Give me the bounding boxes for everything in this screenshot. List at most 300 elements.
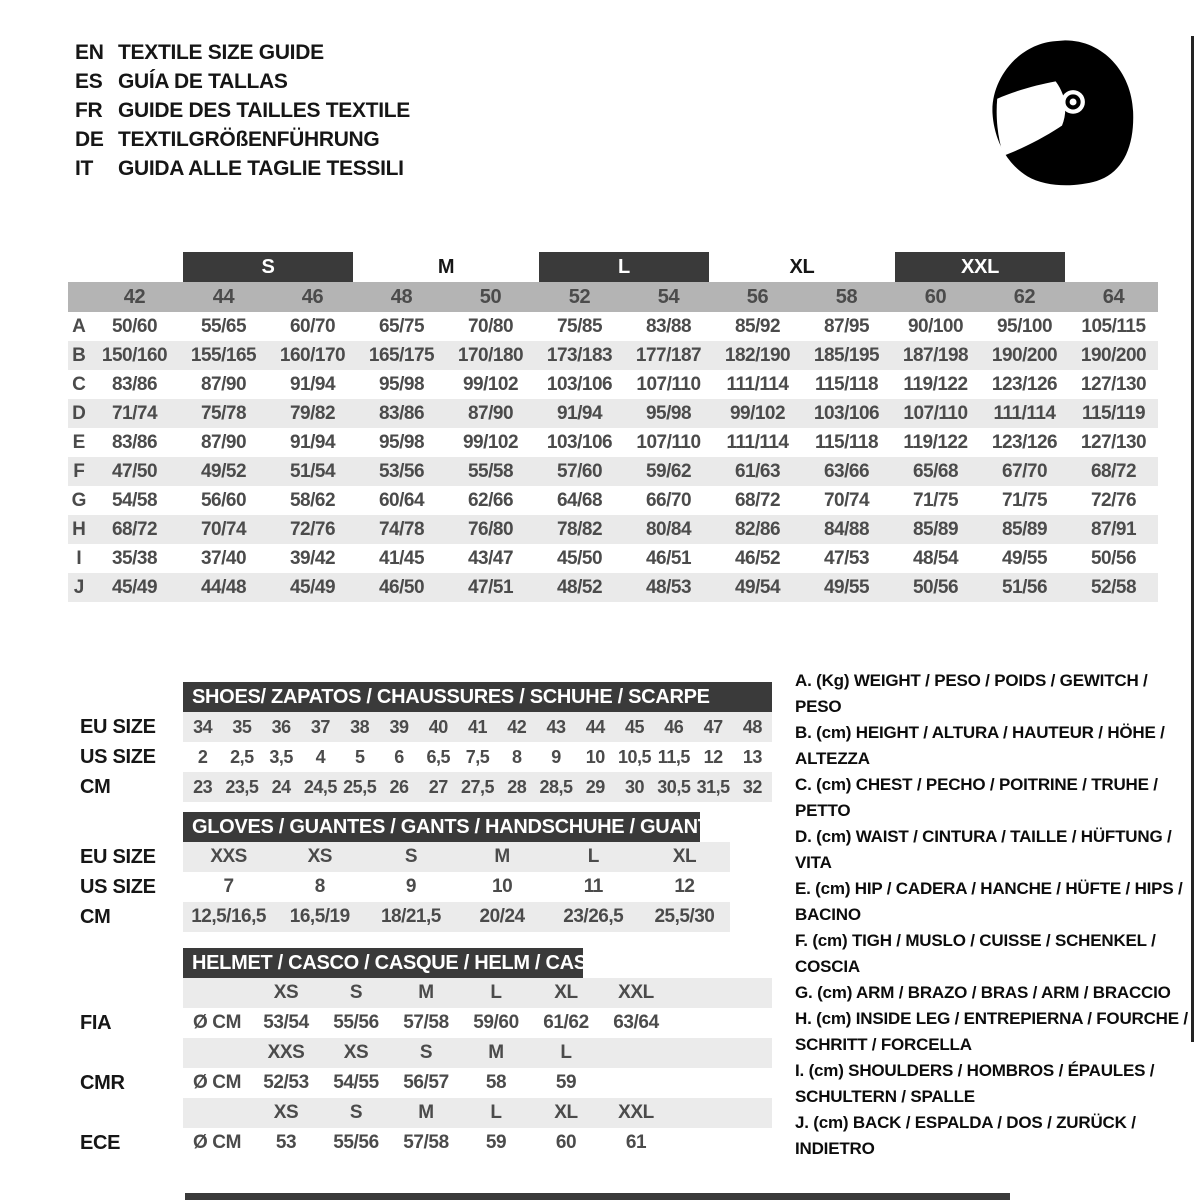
shoes-cell: 2,5 — [230, 746, 254, 767]
size-cell: 115/118 — [814, 373, 879, 395]
language-list — [75, 38, 410, 183]
language-row — [75, 125, 410, 154]
helmet-size-cell: M — [418, 1102, 434, 1123]
table-row — [68, 428, 1158, 457]
helmet-size-cell: S — [419, 1042, 433, 1063]
shoes-row — [80, 772, 772, 802]
gloves-cell: L — [587, 846, 599, 867]
shoes-cell: 34 — [193, 716, 213, 737]
band-row-spacer — [68, 252, 179, 282]
table-row — [68, 370, 1158, 399]
language-row — [75, 38, 410, 67]
size-cell: 107/110 — [636, 431, 701, 453]
size-cell: 70/74 — [200, 518, 247, 540]
shoes-cell: 8 — [512, 746, 522, 767]
size-cell: 78/82 — [556, 518, 603, 540]
size-cell: 87/90 — [467, 402, 514, 424]
size-cell: 71/75 — [1001, 489, 1048, 511]
numeric-size-cell: 64 — [1102, 285, 1125, 308]
size-cell: 60/70 — [289, 315, 336, 337]
helmet-sizes-row — [80, 978, 772, 1008]
size-cell: 75/85 — [556, 315, 603, 337]
numeric-size-cell: 48 — [390, 285, 413, 308]
shoes-cell: 5 — [354, 746, 365, 767]
size-cell: 85/92 — [734, 315, 781, 337]
size-cell: 79/82 — [289, 402, 336, 424]
size-cell: 127/130 — [1080, 431, 1147, 453]
size-cell: 50/56 — [912, 576, 959, 598]
size-cell: 56/60 — [200, 489, 247, 511]
size-cell: 83/86 — [111, 431, 158, 453]
shoes-cell: 12 — [703, 746, 723, 767]
size-cell: 64/68 — [556, 489, 603, 511]
size-cell: 45/50 — [556, 547, 603, 569]
corner-spacer — [68, 282, 90, 312]
size-cell: 46/51 — [645, 547, 692, 569]
helmet-value-cell: 57/58 — [403, 1132, 449, 1153]
legend-item: I. (cm) SHOULDERS / HOMBROS / ÉPAULES / SCHULTERN / SPALLE — [795, 1061, 1155, 1106]
helmet-standard-group — [80, 1098, 772, 1158]
size-cell: 49/55 — [1001, 547, 1048, 569]
legend-item: D. (cm) WAIST / CINTURA / TAILLE / HÜFTUNG / VITA — [795, 827, 1172, 872]
helmet-size-cell: XL — [554, 1102, 578, 1123]
numeric-size-cell: 54 — [657, 285, 680, 308]
size-cell: 83/86 — [111, 373, 158, 395]
size-cell: 170/180 — [457, 344, 524, 366]
size-band — [895, 252, 1065, 282]
gloves-cell: 12,5/16,5 — [191, 906, 266, 927]
legend-item: H. (cm) INSIDE LEG / ENTREPIERNA / FOURCHE / SCHRITT / FORCELLA — [795, 1009, 1188, 1054]
right-border-line — [1191, 36, 1194, 1042]
size-cell: 39/42 — [289, 547, 336, 569]
size-cell: 111/114 — [993, 402, 1056, 424]
helmet-standard-label: CMR — [80, 1071, 125, 1094]
shoes-cell: 37 — [310, 716, 330, 737]
size-cell: 68/72 — [734, 489, 781, 511]
helmet-size-cell: XL — [554, 982, 578, 1003]
shoes-cell: 24,5 — [303, 776, 337, 797]
language-title: TEXTILGRÖßENFÜHRUNG — [118, 127, 380, 151]
size-cell: 41/45 — [378, 547, 425, 569]
size-cell: 82/86 — [734, 518, 781, 540]
gloves-cell: XXS — [210, 846, 247, 867]
size-cell: 47/53 — [823, 547, 870, 569]
shoes-cell: 38 — [350, 716, 370, 737]
language-code: FR — [75, 98, 103, 122]
helmet-size-cell: L — [490, 1102, 502, 1123]
size-cell: 65/75 — [378, 315, 425, 337]
shoes-cell: 9 — [551, 746, 561, 767]
helmet-values-grid — [183, 1068, 772, 1098]
size-cell: 99/102 — [462, 373, 519, 395]
size-cell: 72/76 — [1090, 489, 1137, 511]
helmet-value-cell: 54/55 — [333, 1072, 379, 1093]
size-cell: 103/106 — [546, 431, 613, 453]
gloves-cell: 20/24 — [479, 906, 525, 927]
size-band — [539, 252, 709, 282]
gloves-cell: 11 — [583, 876, 603, 897]
size-cell: 49/54 — [734, 576, 781, 598]
language-row — [75, 67, 410, 96]
helmet-values-grid — [183, 1008, 772, 1038]
size-cell: 87/90 — [200, 373, 247, 395]
size-cell: 107/110 — [636, 373, 701, 395]
shoes-cell: 35 — [232, 716, 252, 737]
size-cell: 91/94 — [556, 402, 603, 424]
gloves-section — [80, 812, 730, 932]
diameter-spacer — [183, 1098, 251, 1128]
shoes-section — [80, 682, 772, 802]
shoes-cell: 27,5 — [460, 776, 495, 797]
diameter-label-cell: Ø CM — [192, 1072, 241, 1093]
size-cell: 67/70 — [1001, 460, 1048, 482]
size-band-label: XL — [789, 255, 815, 278]
size-band-label: M — [437, 255, 455, 278]
size-cell: 47/51 — [467, 576, 514, 598]
size-cell: 61/63 — [734, 460, 781, 482]
numeric-size-cell: 62 — [1013, 285, 1036, 308]
legend-item: B. (cm) HEIGHT / ALTURA / HAUTEUR / HÖHE / ALTEZZA — [795, 723, 1165, 768]
size-band-label: XXL — [961, 255, 999, 278]
gloves-cell: 23/26,5 — [563, 906, 624, 927]
size-cell: 103/106 — [813, 402, 880, 424]
size-cell: 71/75 — [912, 489, 959, 511]
size-cell: 65/68 — [912, 460, 959, 482]
size-cell: 103/106 — [546, 373, 613, 395]
gloves-cell: 10 — [492, 876, 513, 897]
size-cell: 123/126 — [991, 373, 1058, 395]
size-cell: 60/64 — [378, 489, 425, 511]
gloves-cell: 25,5/30 — [654, 906, 715, 927]
shoes-cell: 28 — [507, 776, 527, 797]
helmet-values-row — [80, 1068, 772, 1098]
diameter-spacer — [183, 1038, 251, 1068]
helmet-size-cell: L — [560, 1042, 572, 1063]
shoes-cell: 40 — [428, 716, 448, 737]
legend-item: F. (cm) TIGH / MUSLO / CUISSE / SCHENKEL / COSCIA — [795, 931, 1156, 976]
size-cell: 84/88 — [823, 518, 870, 540]
size-cell: 47/50 — [111, 460, 158, 482]
size-cell: 87/90 — [200, 431, 247, 453]
size-band — [717, 252, 887, 282]
shoes-cell: 48 — [742, 716, 762, 737]
language-row — [75, 154, 410, 183]
shoes-values — [183, 712, 772, 742]
size-cell: 53/56 — [378, 460, 425, 482]
helmet-sizes-grid — [183, 1098, 772, 1128]
size-cell: 95/100 — [996, 315, 1053, 337]
shoes-cell: 44 — [585, 716, 605, 737]
helmet-value-cell: 61 — [625, 1132, 647, 1153]
size-cell: 44/48 — [200, 576, 247, 598]
numeric-size-cell: 58 — [835, 285, 858, 308]
size-cell: 187/198 — [902, 344, 969, 366]
measurement-legend — [795, 668, 1189, 1162]
table-row — [68, 457, 1158, 486]
helmet-size-cell: XXL — [618, 1102, 654, 1123]
size-cell: 74/78 — [378, 518, 425, 540]
helmet-value-cell: 63/64 — [613, 1012, 659, 1033]
size-cell: 150/160 — [101, 344, 168, 366]
row-letter: J — [73, 576, 85, 598]
helmet-header: HELMET / CASCO / CASQUE / HELM / CASCO — [183, 948, 583, 978]
size-cell: 177/187 — [635, 344, 702, 366]
row-label-empty — [80, 978, 183, 1008]
size-cell: 85/89 — [912, 518, 959, 540]
helmet-value-cell: 58 — [485, 1072, 507, 1093]
table-row — [68, 486, 1158, 515]
helmet-value-cell: 57/58 — [403, 1012, 449, 1033]
helmet-size-cell: XXL — [618, 982, 654, 1003]
helmet-standard-group — [80, 978, 772, 1038]
diameter-spacer — [183, 978, 251, 1008]
gloves-cell: 9 — [405, 876, 416, 897]
language-title: GUIDE DES TAILLES TEXTILE — [118, 98, 410, 122]
size-cell: 48/52 — [556, 576, 603, 598]
row-label: EU SIZE — [80, 845, 156, 868]
size-cell: 35/38 — [111, 547, 158, 569]
size-cell: 70/74 — [823, 489, 870, 511]
helmet-standard-label: ECE — [80, 1131, 121, 1154]
size-cell: 83/88 — [645, 315, 692, 337]
helmet-sizes-row — [80, 1038, 772, 1068]
language-code: ES — [75, 69, 103, 93]
language-title: TEXTILE SIZE GUIDE — [118, 40, 324, 64]
size-cell: 68/72 — [111, 518, 158, 540]
size-cell: 83/86 — [378, 402, 425, 424]
shoes-cell: 47 — [703, 716, 723, 737]
helmet-value-cell: 61/62 — [543, 1012, 589, 1033]
language-code: IT — [75, 156, 94, 180]
row-letter: D — [72, 402, 86, 424]
helmet-value-cell: 55/56 — [333, 1132, 379, 1153]
size-cell: 52/58 — [1090, 576, 1137, 598]
size-cell: 63/66 — [823, 460, 870, 482]
helmet-size-cell: L — [490, 982, 502, 1003]
size-cell: 49/52 — [200, 460, 247, 482]
helmet-values-row — [80, 1128, 772, 1158]
shoes-cell: 31,5 — [696, 776, 730, 797]
gloves-cell: M — [494, 846, 510, 867]
size-cell: 49/55 — [823, 576, 870, 598]
shoes-cell: 24 — [271, 776, 291, 797]
size-band — [361, 252, 531, 282]
size-cell: 105/115 — [1081, 315, 1146, 337]
table-row — [68, 573, 1158, 602]
gloves-cell: 12 — [674, 876, 695, 897]
language-title: GUÍA DE TALLAS — [118, 69, 288, 93]
numeric-size-row — [68, 282, 1158, 312]
numeric-size-cell: 56 — [746, 285, 769, 308]
numeric-size-cell: 44 — [212, 285, 235, 308]
row-label: EU SIZE — [80, 715, 156, 738]
size-cell: 48/53 — [645, 576, 692, 598]
size-cell: 87/95 — [823, 315, 870, 337]
size-cell: 55/65 — [200, 315, 247, 337]
helmet-size-cell: XXS — [267, 1042, 305, 1063]
helmet-standard-label: FIA — [80, 1011, 112, 1034]
helmet-sizes-grid — [183, 1038, 772, 1068]
size-cell: 95/98 — [378, 431, 425, 453]
shoes-row — [80, 742, 772, 772]
legend-item: A. (Kg) WEIGHT / PESO / POIDS / GEWITCH / PESO — [795, 671, 1148, 716]
shoes-header: SHOES/ ZAPATOS / CHAUSSURES / SCHUHE / SCARPE — [183, 682, 772, 712]
row-label: CM — [80, 905, 111, 928]
helmet-icon — [983, 30, 1141, 196]
size-cell: 111/114 — [726, 431, 789, 453]
gloves-values — [183, 842, 730, 872]
language-code: EN — [75, 40, 104, 64]
shoes-cell: 42 — [507, 716, 527, 737]
shoes-row — [80, 712, 772, 742]
size-cell: 165/175 — [368, 344, 435, 366]
size-cell: 45/49 — [289, 576, 336, 598]
diameter-label-cell: Ø CM — [192, 1132, 241, 1153]
helmet-sizes-row — [80, 1098, 772, 1128]
table-row — [68, 544, 1158, 573]
helmet-value-cell: 56/57 — [403, 1072, 449, 1093]
size-cell: 182/190 — [724, 344, 791, 366]
size-cell: 55/58 — [467, 460, 514, 482]
size-cell: 46/52 — [734, 547, 781, 569]
row-letter: B — [72, 344, 86, 366]
shoes-cell: 2 — [197, 746, 208, 767]
gloves-header: GLOVES / GUANTES / GANTS / HANDSCHUHE / GUANTI — [183, 812, 700, 842]
shoes-cell: 43 — [546, 716, 566, 737]
legend-item: J. (cm) BACK / ESPALDA / DOS / ZURÜCK / INDIETRO — [795, 1113, 1136, 1158]
shoes-cell: 26 — [389, 776, 409, 797]
table-row — [68, 341, 1158, 370]
helmet-values-row — [80, 1008, 772, 1038]
size-cell: 70/80 — [467, 315, 514, 337]
size-cell: 50/56 — [1090, 547, 1137, 569]
size-band — [183, 252, 353, 282]
gloves-values — [183, 872, 730, 902]
helmet-size-cell: XS — [273, 1102, 299, 1123]
helmet-value-cell: 59 — [555, 1072, 577, 1093]
size-cell: 95/98 — [645, 402, 692, 424]
diameter-label-cell: Ø CM — [192, 1012, 241, 1033]
size-cell: 76/80 — [467, 518, 514, 540]
size-band-row — [68, 252, 1158, 282]
size-cell: 45/49 — [111, 576, 158, 598]
size-cell: 127/130 — [1080, 373, 1147, 395]
legend-item: G. (cm) ARM / BRAZO / BRAS / ARM / BRACCIO — [795, 983, 1171, 1002]
legend-item: C. (cm) CHEST / PECHO / POITRINE / TRUHE / PETTO — [795, 775, 1158, 820]
size-cell: 80/84 — [645, 518, 692, 540]
size-cell: 51/54 — [289, 460, 336, 482]
gloves-row — [80, 872, 730, 902]
helmet-value-cell: 53 — [275, 1132, 297, 1153]
shoes-cell: 3,5 — [269, 746, 293, 767]
gloves-cell: 7 — [223, 876, 234, 897]
size-cell: 57/60 — [556, 460, 603, 482]
gloves-cell: XS — [307, 846, 332, 867]
size-cell: 91/94 — [289, 373, 336, 395]
shoes-cell: 23,5 — [225, 776, 259, 797]
legend-item: E. (cm) HIP / CADERA / HANCHE / HÜFTE / HIPS / BACINO — [795, 879, 1183, 924]
gloves-row — [80, 842, 730, 872]
helmet-value-cell: 53/54 — [263, 1012, 309, 1033]
bottom-cutoff-band — [185, 1193, 1010, 1200]
size-cell: 190/200 — [991, 344, 1058, 366]
size-cell: 66/70 — [645, 489, 692, 511]
size-cell: 62/66 — [467, 489, 514, 511]
language-row — [75, 96, 410, 125]
size-cell: 37/40 — [200, 547, 247, 569]
size-band-label: L — [618, 255, 630, 278]
shoes-cell: 25,5 — [343, 776, 377, 797]
shoes-cell: 29 — [585, 776, 605, 797]
numeric-size-cell: 50 — [479, 285, 502, 308]
shoes-cell: 30,5 — [657, 776, 691, 797]
helmet-size-cell: XS — [273, 982, 299, 1003]
shoes-cell: 6,5 — [426, 746, 450, 767]
row-label: CM — [80, 775, 111, 798]
size-cell: 160/170 — [279, 344, 346, 366]
size-band-label: S — [261, 255, 275, 278]
size-cell: 48/54 — [912, 547, 959, 569]
size-cell: 71/74 — [111, 402, 158, 424]
size-cell: 173/183 — [546, 344, 613, 366]
row-label-empty — [80, 1038, 183, 1068]
size-cell: 90/100 — [907, 315, 964, 337]
helmet-value-cell: 60 — [555, 1132, 577, 1153]
shoes-cell: 45 — [625, 716, 645, 737]
size-cell: 68/72 — [1090, 460, 1137, 482]
textile-size-table — [68, 252, 1158, 602]
size-cell: 50/60 — [111, 315, 158, 337]
size-cell: 111/114 — [726, 373, 789, 395]
shoes-cell: 4 — [315, 746, 326, 767]
gloves-cell: 18/21,5 — [380, 906, 441, 927]
language-code: DE — [75, 127, 104, 151]
row-label-empty — [80, 1098, 183, 1128]
table-row — [68, 399, 1158, 428]
helmet-size-cell: XS — [343, 1042, 369, 1063]
helmet-size-cell: M — [488, 1042, 504, 1063]
numeric-size-cell: 52 — [568, 285, 591, 308]
helmet-standard-group — [80, 1038, 772, 1098]
shoes-values — [183, 742, 772, 772]
gloves-values — [183, 902, 730, 932]
shoes-cell: 30 — [625, 776, 645, 797]
size-cell: 46/50 — [378, 576, 425, 598]
gloves-cell: 8 — [314, 876, 325, 897]
row-label: US SIZE — [80, 875, 156, 898]
size-cell: 59/62 — [645, 460, 692, 482]
helmet-value-cell: 59/60 — [473, 1012, 519, 1033]
row-letter: G — [71, 489, 87, 511]
shoes-cell: 28,5 — [539, 776, 573, 797]
helmet-value-cell: 55/56 — [333, 1012, 379, 1033]
row-letter: E — [72, 431, 86, 453]
size-cell: 95/98 — [378, 373, 425, 395]
gloves-cell: S — [404, 846, 417, 867]
shoes-cell: 36 — [271, 716, 291, 737]
size-cell: 99/102 — [462, 431, 519, 453]
shoes-cell: 32 — [742, 776, 762, 797]
row-letter: I — [76, 547, 82, 569]
shoes-cell: 41 — [467, 716, 487, 737]
helmet-values-grid — [183, 1128, 772, 1158]
language-title: GUIDA ALLE TAGLIE TESSILI — [118, 156, 404, 180]
helmet-size-cell: S — [349, 1102, 363, 1123]
row-letter: F — [73, 460, 85, 482]
shoes-cell: 13 — [742, 746, 762, 767]
helmet-size-cell: S — [349, 982, 363, 1003]
table-row — [68, 312, 1158, 341]
